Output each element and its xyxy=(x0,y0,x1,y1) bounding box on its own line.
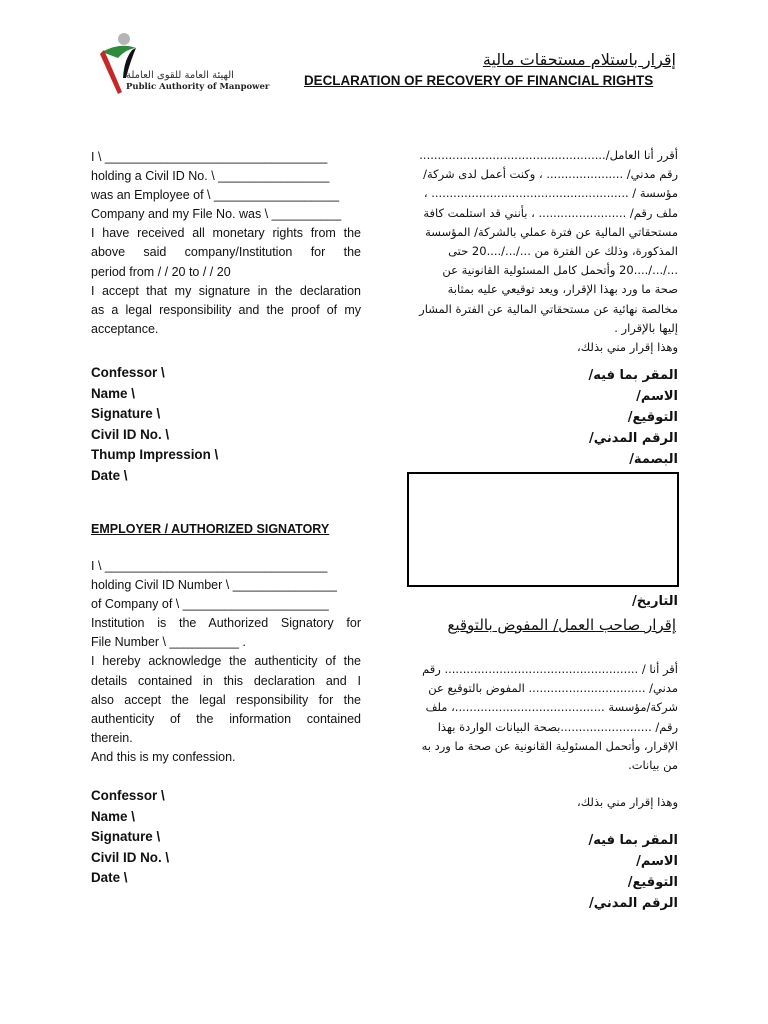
arabic-employer-fields xyxy=(406,830,678,914)
declaration-line: I accept that my signature in the declaration xyxy=(91,283,361,298)
org-name-english: Public Authority of Manpower xyxy=(126,82,270,92)
declaration-line: I \ ________________________________ xyxy=(91,150,328,164)
employer-line-ar: رقم/ .........................بصحة البيانات الواردة بهذا xyxy=(437,719,678,734)
arabic-closing xyxy=(406,793,678,812)
declaration-line-ar: ملف رقم/ ........................ ، بأنني قد استلمت كافة xyxy=(423,205,678,220)
declaration-line-ar: مستحقاتي المالية عن فترة عملي بالشركة/ المؤسسة xyxy=(425,224,678,239)
date-label-ar: التاريخ/ xyxy=(631,594,678,609)
declaration-line-ar: صحة ما ورد بهذا الإقرار، ويعد توقيعي عليه بمثابة xyxy=(447,282,678,297)
field-label: Confessor \ xyxy=(91,788,165,803)
field-label: Civil ID No. \ xyxy=(91,426,170,442)
field-label-ar: الاسم/ xyxy=(636,389,678,404)
declaration-line: above said company/Institution for the xyxy=(91,245,361,260)
field-label-ar: الرقم المدني/ xyxy=(588,431,678,446)
field-label: Signature \ xyxy=(91,829,161,844)
employer-line: I hereby acknowledge the authenticity of the xyxy=(91,654,361,669)
employer-heading: EMPLOYER / AUTHORIZED SIGNATORY xyxy=(91,522,330,536)
declaration-line-ar: إليها بالإقرار . xyxy=(614,320,678,335)
employer-line: details contained in this declaration and I xyxy=(91,673,361,688)
employer-line: And this is my confession. xyxy=(91,749,236,764)
field-label: Confessor \ xyxy=(91,365,165,380)
title-english: DECLARATION OF RECOVERY OF FINANCIAL RIGHTS xyxy=(304,73,654,88)
employer-line: I \ ________________________________ xyxy=(91,559,328,573)
field-label: Name \ xyxy=(91,808,135,824)
employer-line-ar: أقر أنا / ..................................................... رقم xyxy=(422,662,678,676)
english-declaration xyxy=(91,148,361,339)
declaration-line: acceptance. xyxy=(91,321,159,336)
employer-line: of Company of \ _____________________ xyxy=(91,597,329,612)
declaration-line-ar: وهذا إقرار مني بذلك، xyxy=(577,339,678,354)
pam-logo xyxy=(96,32,256,104)
declaration-line-ar: مخالصة نهائية عن مستحقاتي المالية عن الفترة المشار xyxy=(419,301,678,316)
declaration-line-ar: المذكورة، وذلك عن الفترة من .../.../....20 حتى xyxy=(448,243,678,258)
field-label-ar: التوقيع/ xyxy=(627,410,678,425)
declaration-line-ar: أقرر أنا العامل/................................................... xyxy=(419,148,678,162)
employer-line: Institution is the Authorized Signatory for xyxy=(91,616,361,631)
field-label-ar: التوقيع/ xyxy=(627,875,678,890)
declaration-line: period from / / 20 to / / 20 xyxy=(91,264,231,279)
field-label: Date \ xyxy=(91,870,128,885)
field-label-ar: المقر بما فيه/ xyxy=(588,368,678,383)
field-label: Thump Impression \ xyxy=(91,447,219,462)
employer-line: holding Civil ID Number \ _______________ xyxy=(91,578,337,593)
english-confessor-fields xyxy=(91,363,361,486)
arabic-declaration xyxy=(406,146,678,357)
english-employer-declaration xyxy=(91,557,361,767)
arabic-employer-declaration xyxy=(406,660,678,775)
employer-line-ar: شركة/مؤسسة .........................................، ملف xyxy=(425,700,678,715)
field-label-ar: المقر بما فيه/ xyxy=(588,833,678,848)
field-label: Civil ID No. \ xyxy=(91,849,170,865)
english-employer-fields xyxy=(91,786,361,889)
employer-title-arabic: إقرار صاحب العمل/ المفوض بالتوقيع xyxy=(447,616,676,634)
employer-line-ar: الإقرار، وأتحمل المسئولية القانونية عن صحة ما ورد به xyxy=(421,738,678,753)
field-label-ar: الرقم المدني/ xyxy=(588,896,678,911)
declaration-line-ar: مؤسسة / ...................................................... ، xyxy=(423,186,678,201)
declaration-line: was an Employee of \ __________________ xyxy=(91,188,340,203)
logo-head-icon xyxy=(118,33,130,45)
field-label: Date \ xyxy=(91,467,128,483)
org-name-arabic: الهيئة العامة للقوى العاملة xyxy=(126,70,234,81)
field-label-ar: البصمة/ xyxy=(629,452,678,467)
title-arabic: إقرار باستلام مستحقات مالية xyxy=(482,50,676,69)
thumb-impression-box xyxy=(407,472,679,587)
employer-line: also accept the legal responsibility for the xyxy=(91,692,361,707)
field-label-ar: الاسم/ xyxy=(636,854,678,869)
arabic-confessor-fields xyxy=(406,365,678,470)
field-label: Name \ xyxy=(91,385,135,401)
declaration-line-ar: .../.../....20 وأتحمل كامل المسئولية القانونية عن xyxy=(442,263,678,278)
declaration-line: as a legal responsibility and the proof of my xyxy=(91,302,361,317)
declaration-line: holding a Civil ID No. \ ________________ xyxy=(91,169,330,184)
declaration-line: I have received all monetary rights from the xyxy=(91,226,361,241)
arabic-date xyxy=(406,591,678,612)
field-label: Signature \ xyxy=(91,406,161,421)
closing-line-ar: وهذا إقرار مني بذلك، xyxy=(577,795,678,809)
employer-section xyxy=(91,520,361,539)
declaration-line-ar: رقم مدني/ ..................... ، وكنت أعمل لدى شركة/ xyxy=(423,167,678,182)
employer-line-ar: مدني/ ................................ المفوض بالتوقيع عن xyxy=(428,681,678,696)
employer-line: File Number \ __________ . xyxy=(91,635,246,650)
employer-line: authenticity of the information contained xyxy=(91,711,361,726)
employer-line: therein. xyxy=(91,730,133,745)
declaration-line: Company and my File No. was \ __________ xyxy=(91,207,342,222)
employer-line-ar: من بيانات. xyxy=(628,757,678,772)
